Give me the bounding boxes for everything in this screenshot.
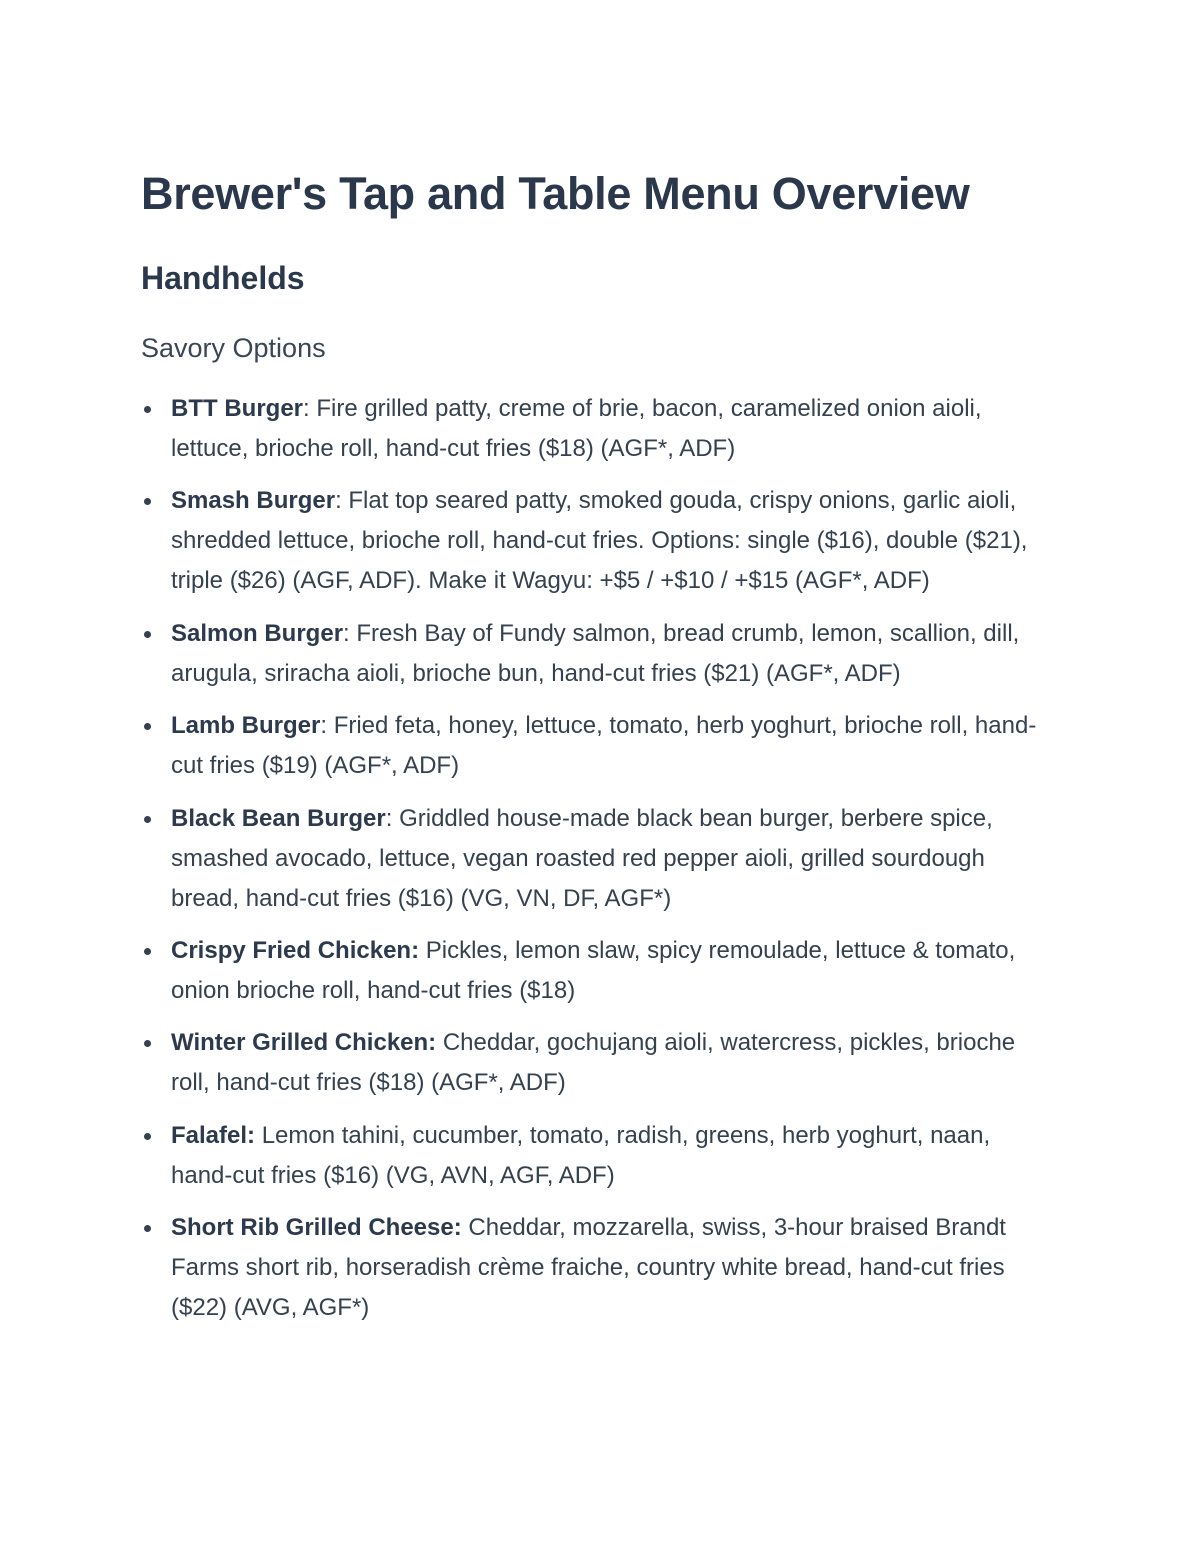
document-title: Brewer's Tap and Table Menu Overview [141, 168, 970, 219]
menu-item-salmon-burger [141, 614, 1056, 694]
bullet-icon [144, 1225, 151, 1232]
menu-item-name: Crispy Fried Chicken: [171, 936, 420, 964]
menu-item-description: : Fresh Bay of Fundy salmon, bread crumb, lemon, scallion, dill, arugula, sriracha aioli, brioche bun, hand-cut fries ($21) (AGF*, ADF) [171, 619, 1020, 687]
bullet-icon [144, 723, 151, 730]
menu-item-btt-burger [141, 389, 1056, 469]
menu-item-description: : Fire grilled patty, creme of brie, bacon, caramelized onion aioli, lettuce, brioche roll, hand-cut fries ($18) (AGF*, ADF) [171, 395, 982, 462]
menu-item-description: Pickles, lemon slaw, spicy remoulade, lettuce & tomato, onion brioche roll, hand-cut fries ($18) [171, 936, 1016, 1004]
menu-item-lamb-burger [141, 706, 1056, 786]
menu-item-name: BTT Burger [171, 395, 303, 422]
menu-item-crispy-fried-chicken [141, 931, 1056, 1011]
bullet-icon [144, 498, 151, 505]
menu-item-winter-grilled-chicken [141, 1023, 1056, 1103]
bullet-icon [144, 631, 151, 638]
menu-item-name: Black Bean Burger [171, 804, 386, 832]
menu-item-name: Short Rib Grilled Cheese: [171, 1214, 462, 1242]
menu-item-falafel [141, 1116, 1056, 1196]
menu-item-black-bean-burger [141, 799, 1056, 919]
menu-item-description: Cheddar, gochujang aioli, watercress, pickles, brioche roll, hand-cut fries ($18) (AGF*, ADF) [171, 1029, 1016, 1097]
menu-item-description: Cheddar, mozzarella, swiss, 3-hour braised Brandt Farms short rib, horseradish crème fraiche, country white bread, hand-cut fries ($22) (AVG, AGF*) [171, 1214, 1006, 1322]
menu-item-description: : Griddled house-made black bean burger, berbere spice, smashed avocado, lettuce, vegan roasted red pepper aioli, grilled sourdough bread, hand-cut fries ($16) (VG, VN, DF, AGF*) [171, 804, 993, 912]
menu-item-name: Lamb Burger [171, 712, 321, 740]
menu-item-description: : Fried feta, honey, lettuce, tomato, herb yoghurt, brioche roll, hand-cut fries ($19) (AGF*, ADF) [171, 712, 1037, 780]
menu-item-description: Lemon tahini, cucumber, tomato, radish, greens, herb yoghurt, naan, hand-cut fries ($16) (VG, AVN, AGF, ADF) [171, 1121, 991, 1189]
menu-item-list [141, 389, 1056, 1341]
menu-item-short-rib-grilled-cheese [141, 1208, 1056, 1328]
bullet-icon [144, 948, 151, 955]
bullet-icon [144, 1133, 151, 1140]
menu-item-name: Smash Burger [171, 487, 336, 515]
menu-item-name: Falafel: [171, 1121, 256, 1149]
menu-item-description: : Flat top seared patty, smoked gouda, crispy onions, garlic aioli, shredded lettuce, brioche roll, hand-cut fries. Options: single ($16), double ($21), triple ($26) (AGF, ADF). Make it Wagyu: +$5 / +$10 / +$15 (AGF*, ADF) [171, 487, 1028, 595]
bullet-icon [144, 406, 151, 413]
menu-item-name: Winter Grilled Chicken: [171, 1029, 437, 1057]
subsection-heading-savory-options: Savory Options [141, 333, 326, 363]
section-heading-handhelds: Handhelds [141, 260, 305, 296]
bullet-icon [144, 816, 151, 823]
menu-item-name: Salmon Burger [171, 619, 344, 647]
menu-item-smash-burger [141, 481, 1056, 601]
bullet-icon [144, 1040, 151, 1047]
